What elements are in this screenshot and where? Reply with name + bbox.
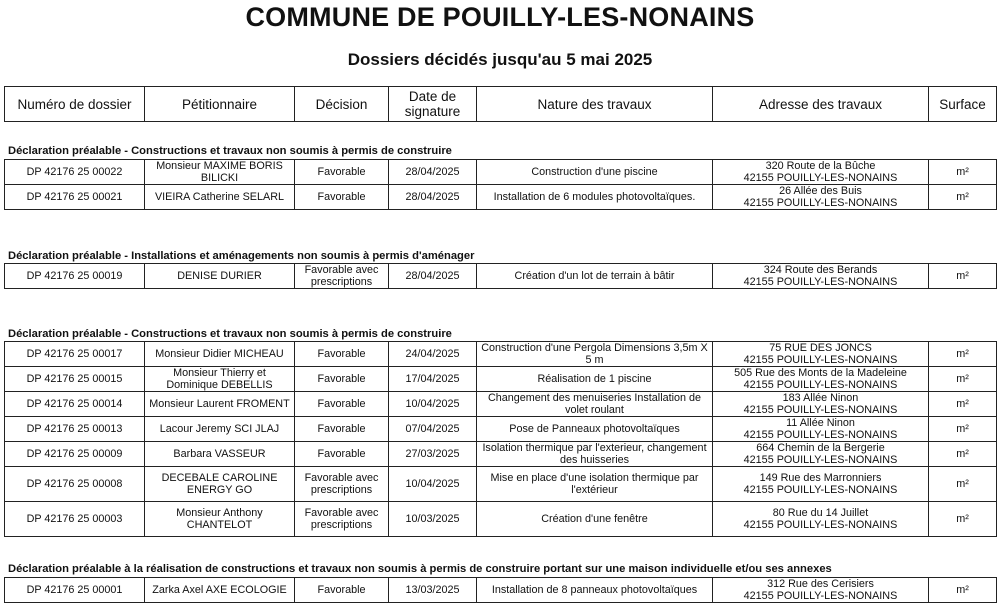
address-city: 42155 POUILLY-LES-NONAINS bbox=[743, 172, 898, 184]
cell-nature-travaux: Création d'un lot de terrain à bâtir bbox=[477, 264, 713, 289]
section-table bbox=[4, 341, 997, 537]
address-line: 149 Rue des Marronniers bbox=[759, 472, 882, 484]
cell-surface: m² bbox=[929, 442, 997, 467]
cell-nature-travaux: Construction d'une piscine bbox=[477, 160, 713, 185]
cell-nature-travaux: Réalisation de 1 piscine bbox=[477, 367, 713, 392]
page-subtitle: Dossiers décidés jusqu'au 5 mai 2025 bbox=[347, 50, 653, 69]
cell-dossier-number: DP 42176 25 00008 bbox=[5, 467, 145, 502]
section-title: Déclaration préalable à la réalisation de constructions et travaux non soumis à permis de construire portant sur une maison individuelle et/ou ses annexes bbox=[8, 563, 832, 575]
section-title: Déclaration préalable - Constructions et travaux non soumis à permis de construire bbox=[8, 145, 452, 157]
address-line: 11 Allée Ninon bbox=[786, 417, 855, 429]
cell-dossier-number: DP 42176 25 00019 bbox=[5, 264, 145, 289]
cell-adresse bbox=[713, 392, 929, 417]
cell-adresse bbox=[713, 367, 929, 392]
cell-signature-date: 13/03/2025 bbox=[389, 578, 477, 603]
address-city: 42155 POUILLY-LES-NONAINS bbox=[743, 484, 898, 496]
column-header-table bbox=[4, 86, 997, 122]
address-city: 42155 POUILLY-LES-NONAINS bbox=[743, 590, 898, 602]
cell-dossier-number: DP 42176 25 00017 bbox=[5, 342, 145, 367]
cell-nature-travaux: Mise en place d'une isolation thermique par l'extérieur bbox=[477, 467, 713, 502]
cell-signature-date: 28/04/2025 bbox=[389, 185, 477, 210]
cell-nature-travaux: Création d'une fenêtre bbox=[477, 502, 713, 537]
section-title: Déclaration préalable - Constructions et travaux non soumis à permis de construire bbox=[8, 328, 452, 340]
cell-nature-travaux: Installation de 8 panneaux photovoltaïques bbox=[477, 578, 713, 603]
table-row bbox=[5, 342, 997, 367]
cell-dossier-number: DP 42176 25 00003 bbox=[5, 502, 145, 537]
cell-dossier-number: DP 42176 25 00022 bbox=[5, 160, 145, 185]
cell-decision: Favorable bbox=[295, 342, 389, 367]
cell-signature-date: 10/03/2025 bbox=[389, 502, 477, 537]
cell-surface: m² bbox=[929, 367, 997, 392]
cell-petitionnaire: DENISE DURIER bbox=[145, 264, 295, 289]
page-title: COMMUNE DE POUILLY-LES-NONAINS bbox=[245, 2, 755, 32]
address-line: 26 Allée des Buis bbox=[779, 185, 862, 197]
cell-nature-travaux: Installation de 6 modules photovoltaïques. bbox=[477, 185, 713, 210]
cell-decision: Favorable bbox=[295, 417, 389, 442]
address-line: 75 RUE DES JONCS bbox=[769, 342, 872, 354]
address-line: 312 Rue des Cerisiers bbox=[767, 578, 874, 590]
cell-decision: Favorable avec prescriptions bbox=[295, 502, 389, 537]
cell-dossier-number: DP 42176 25 00021 bbox=[5, 185, 145, 210]
cell-petitionnaire: Monsieur Anthony CHANTELOT bbox=[145, 502, 295, 537]
cell-surface: m² bbox=[929, 264, 997, 289]
cell-signature-date: 27/03/2025 bbox=[389, 442, 477, 467]
cell-adresse bbox=[713, 442, 929, 467]
address-city: 42155 POUILLY-LES-NONAINS bbox=[743, 519, 898, 531]
cell-adresse bbox=[713, 185, 929, 210]
cell-surface: m² bbox=[929, 417, 997, 442]
address-line: 80 Rue du 14 Juillet bbox=[772, 507, 869, 519]
cell-decision: Favorable bbox=[295, 578, 389, 603]
address-city: 42155 POUILLY-LES-NONAINS bbox=[743, 404, 898, 416]
cell-signature-date: 17/04/2025 bbox=[389, 367, 477, 392]
address-city: 42155 POUILLY-LES-NONAINS bbox=[743, 354, 898, 366]
section-table bbox=[4, 263, 997, 289]
address-city: 42155 POUILLY-LES-NONAINS bbox=[743, 429, 898, 441]
cell-decision: Favorable avec prescriptions bbox=[295, 467, 389, 502]
cell-adresse bbox=[713, 160, 929, 185]
cell-petitionnaire: Lacour Jeremy SCI JLAJ bbox=[145, 417, 295, 442]
cell-petitionnaire: Zarka Axel AXE ECOLOGIE bbox=[145, 578, 295, 603]
cell-decision: Favorable bbox=[295, 160, 389, 185]
table-row bbox=[5, 578, 997, 603]
cell-signature-date: 28/04/2025 bbox=[389, 160, 477, 185]
col-header-date: Date de signature bbox=[389, 87, 477, 122]
cell-dossier-number: DP 42176 25 00009 bbox=[5, 442, 145, 467]
cell-signature-date: 10/04/2025 bbox=[389, 392, 477, 417]
address-city: 42155 POUILLY-LES-NONAINS bbox=[743, 197, 898, 209]
address-line: 320 Route de la Bûche bbox=[765, 160, 876, 172]
cell-petitionnaire: Monsieur Laurent FROMENT bbox=[145, 392, 295, 417]
cell-decision: Favorable bbox=[295, 185, 389, 210]
cell-petitionnaire: VIEIRA Catherine SELARL bbox=[145, 185, 295, 210]
address-city: 42155 POUILLY-LES-NONAINS bbox=[743, 454, 898, 466]
cell-petitionnaire: DECEBALE CAROLINE ENERGY GO bbox=[145, 467, 295, 502]
address-line: 664 Chemin de la Bergerie bbox=[756, 442, 885, 454]
table-row bbox=[5, 442, 997, 467]
table-row bbox=[5, 502, 997, 537]
table-row bbox=[5, 264, 997, 289]
table-row bbox=[5, 467, 997, 502]
cell-decision: Favorable bbox=[295, 442, 389, 467]
address-line: 505 Rue des Monts de la Madeleine bbox=[734, 367, 907, 379]
cell-petitionnaire: Monsieur Didier MICHEAU bbox=[145, 342, 295, 367]
cell-signature-date: 24/04/2025 bbox=[389, 342, 477, 367]
cell-surface: m² bbox=[929, 160, 997, 185]
address-line: 324 Route des Berands bbox=[763, 264, 878, 276]
cell-dossier-number: DP 42176 25 00013 bbox=[5, 417, 145, 442]
cell-surface: m² bbox=[929, 185, 997, 210]
cell-adresse bbox=[713, 342, 929, 367]
cell-signature-date: 07/04/2025 bbox=[389, 417, 477, 442]
cell-nature-travaux: Pose de Panneaux photovoltaïques bbox=[477, 417, 713, 442]
cell-decision: Favorable bbox=[295, 392, 389, 417]
cell-nature-travaux: Isolation thermique par l'exterieur, changement des huisseries bbox=[477, 442, 713, 467]
cell-adresse bbox=[713, 417, 929, 442]
cell-nature-travaux: Changement des menuiseries Installation de volet roulant bbox=[477, 392, 713, 417]
table-row bbox=[5, 417, 997, 442]
col-header-adresse: Adresse des travaux bbox=[713, 87, 929, 122]
cell-dossier-number: DP 42176 25 00001 bbox=[5, 578, 145, 603]
col-header-nature: Nature des travaux bbox=[477, 87, 713, 122]
address-city: 42155 POUILLY-LES-NONAINS bbox=[743, 276, 898, 288]
address-city: 42155 POUILLY-LES-NONAINS bbox=[743, 379, 898, 391]
cell-nature-travaux: Construction d'une Pergola Dimensions 3,5m X 5 m bbox=[477, 342, 713, 367]
col-header-surface: Surface bbox=[929, 87, 997, 122]
col-header-decision: Décision bbox=[295, 87, 389, 122]
table-row bbox=[5, 392, 997, 417]
cell-adresse bbox=[713, 502, 929, 537]
header-row bbox=[5, 87, 997, 122]
cell-decision: Favorable bbox=[295, 367, 389, 392]
table-row bbox=[5, 160, 997, 185]
section-title: Déclaration préalable - Installations et aménagements non soumis à permis d'aménager bbox=[8, 250, 475, 262]
cell-adresse bbox=[713, 578, 929, 603]
cell-surface: m² bbox=[929, 342, 997, 367]
address-line: 183 Allée Ninon bbox=[782, 392, 859, 404]
cell-surface: m² bbox=[929, 392, 997, 417]
col-header-petitionnaire: Pétitionnaire bbox=[145, 87, 295, 122]
col-header-numero: Numéro de dossier bbox=[5, 87, 145, 122]
table-row bbox=[5, 185, 997, 210]
cell-signature-date: 10/04/2025 bbox=[389, 467, 477, 502]
cell-petitionnaire: Monsieur Thierry et Dominique DEBELLIS bbox=[145, 367, 295, 392]
cell-signature-date: 28/04/2025 bbox=[389, 264, 477, 289]
cell-petitionnaire: Monsieur MAXIME BORIS BILICKI bbox=[145, 160, 295, 185]
cell-dossier-number: DP 42176 25 00014 bbox=[5, 392, 145, 417]
cell-adresse bbox=[713, 467, 929, 502]
table-row bbox=[5, 367, 997, 392]
cell-surface: m² bbox=[929, 578, 997, 603]
section-table bbox=[4, 577, 997, 603]
cell-adresse bbox=[713, 264, 929, 289]
cell-surface: m² bbox=[929, 467, 997, 502]
cell-petitionnaire: Barbara VASSEUR bbox=[145, 442, 295, 467]
cell-decision: Favorable avec prescriptions bbox=[295, 264, 389, 289]
section-table bbox=[4, 159, 997, 210]
cell-surface: m² bbox=[929, 502, 997, 537]
cell-dossier-number: DP 42176 25 00015 bbox=[5, 367, 145, 392]
